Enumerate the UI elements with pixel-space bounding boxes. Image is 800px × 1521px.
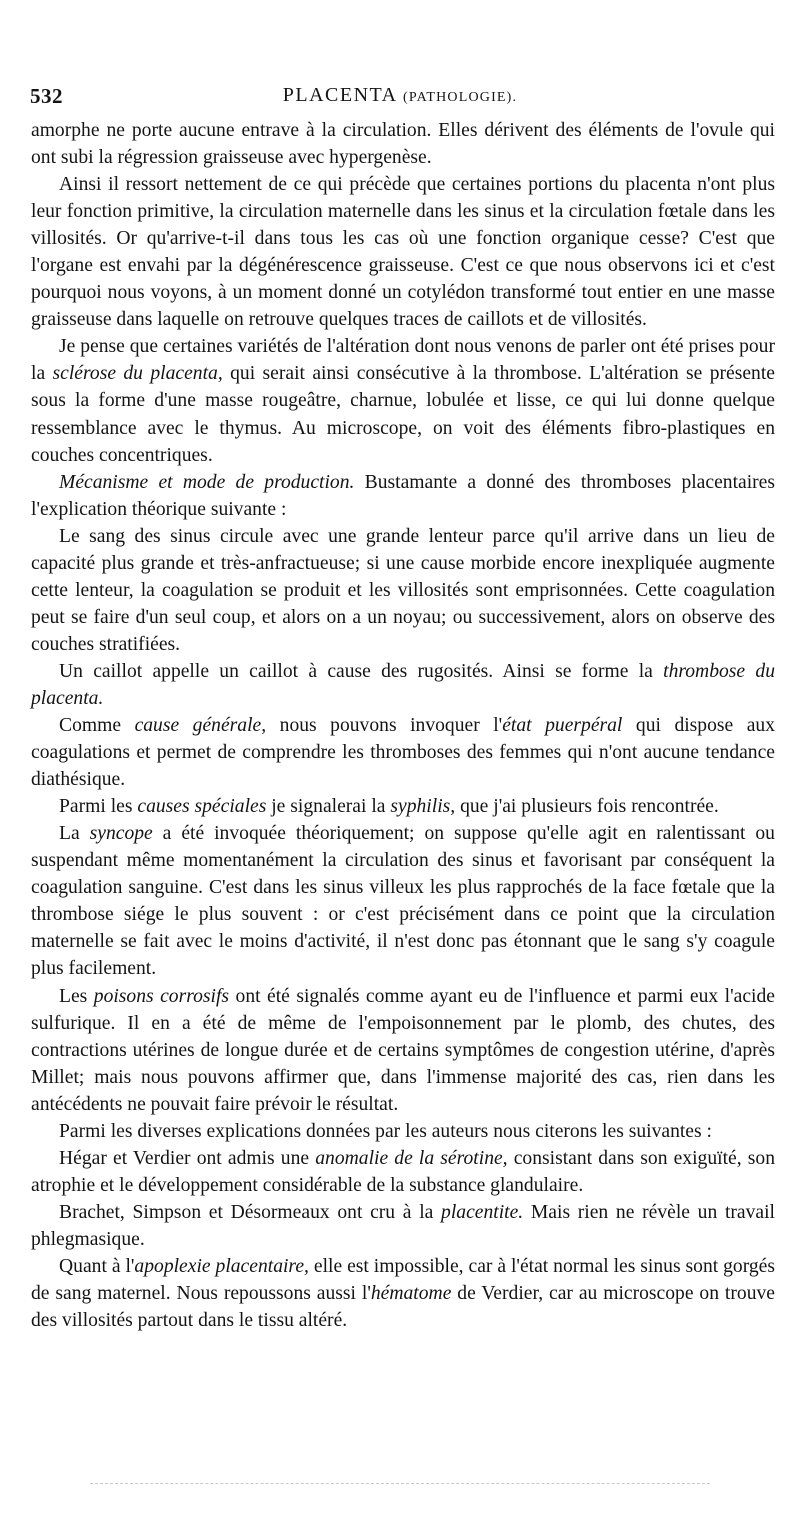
text-run: qui serait ainsi consécutive à la thrombose. L'altération se présente sous la forme d'une masse rougeâtre, charnue, lobulée et lisse, ce qui lui donne quelque ressemblance avec le thymus. Au microscope, on voit des éléments fibro-plastiques en couches concentriques.: [31, 363, 775, 466]
paragraph: [31, 658, 775, 712]
text-run: a été invoquée théoriquement; on suppose qu'elle agit en ralentissant ou suspendant même momentanément la circulation des sinus et favorisant par conséquent la coagulation sanguine. C'est dans les sinus villeux les plus rapprochés de la face fœtale que la thrombose siége le plus souvent : or c'est précisément dans ce point que la circulation maternelle se fait avec le moins d'activité, il n'est donc pas étonnant que le sang s'y coagule plus facilement.: [31, 823, 775, 980]
running-title: [30, 84, 770, 107]
text-run: amorphe ne porte aucune entrave à la circulation. Elles dérivent des éléments de l'ovule qui ont subi la régression graisseuse avec hypergenèse.: [31, 120, 775, 169]
italic-term: placentite.: [441, 1201, 524, 1223]
text-run: Un caillot appelle un caillot à cause des rugosités. Ainsi se forme la: [59, 660, 664, 682]
text-run: elle est impossible, car à l'état normal les sinus sont gorgés de sang maternel. Nous repoussons aussi l': [31, 1255, 775, 1305]
running-title-subtitle: (PATHOLOGIE).: [403, 90, 518, 105]
text-run: Parmi les: [59, 796, 138, 818]
body-text: [31, 117, 775, 1334]
bottom-divider: [90, 1483, 710, 1484]
paragraph: [31, 1253, 775, 1334]
italic-term: anomalie de la sérotine,: [315, 1147, 508, 1169]
italic-term: Mécanisme et mode de production.: [59, 471, 355, 493]
text-run: ont été signalés comme ayant eu de l'influence et parmi eux l'acide sulfurique. Il en a été de même de l'empoisonnement par le plomb, des chutes, des contractions utérines de longue durée et de certains symptômes de congestion utérine, d'après Millet; mais nous pouvons affirmer que, dans l'immense majorité des cas, rien dans les antécédents ne pouvait faire prévoir le résultat.: [31, 985, 775, 1115]
paragraph: [31, 1145, 775, 1199]
paragraph: [31, 793, 775, 820]
text-run: Les: [59, 985, 94, 1007]
italic-term: syphilis,: [390, 796, 456, 818]
italic-term: apoplexie placentaire,: [134, 1255, 309, 1277]
italic-term: causes spéciales: [137, 796, 267, 818]
text-run: Bustamante a donné des thromboses placentaires l'explication théorique suivante :: [31, 471, 775, 520]
paragraph: [31, 1199, 775, 1253]
text-run: de Verdier, car au microscope on trouve des villosités partout dans le tissu altéré.: [31, 1283, 775, 1332]
italic-term: cause générale,: [134, 715, 267, 737]
paragraph: [31, 712, 775, 793]
text-run: nous pouvons invoquer l': [266, 715, 503, 737]
text-run: Brachet, Simpson et Désormeaux ont cru à la: [59, 1201, 442, 1223]
paragraph: [31, 820, 775, 982]
paragraph: [31, 1118, 775, 1145]
text-run: que j'ai plusieurs fois rencontrée.: [455, 796, 719, 818]
text-run: consistant dans son exiguïté, son atrophie et le développement considérable de la substance glandulaire.: [31, 1147, 775, 1196]
text-run: Le sang des sinus circule avec une grande lenteur parce qu'il arrive dans un lieu de capacité plus grande et très-anfractueuse; si une cause morbide encore inexpliquée augmente cette lenteur, la coagulation se produit et les villosités sont emprisonnées. Cette coagulation peut se faire d'un seul coup, et alors on a un noyau; ou successivement, alors on observe des couches stratifiées.: [31, 525, 775, 655]
running-head: [30, 84, 770, 114]
paragraph: [31, 333, 775, 468]
page-number: 532: [30, 84, 63, 108]
text-run: Hégar et Verdier ont admis une: [59, 1147, 316, 1169]
italic-term: poisons corrosifs: [93, 985, 230, 1007]
italic-term: sclérose du placenta,: [52, 363, 223, 385]
text-run: Comme: [59, 715, 135, 737]
text-run: Parmi les diverses explications données par les auteurs nous citerons les suivantes :: [59, 1120, 712, 1142]
text-run: Ainsi il ressort nettement de ce qui précède que certaines portions du placenta n'ont plus leur fonction primitive, la circulation maternelle dans les sinus et la circulation fœtale dans les villosités. Or qu'arrive-t-il dans tous les cas où une fonction organique cesse? C'est que l'organe est envahi par la dégénérescence graisseuse. C'est ce que nous observons ici et c'est pourquoi nous voyons, à un moment donné un cotylédon transformé tout entier en une masse graisseuse dans laquelle on retrouve quelques traces de caillots et de villosités.: [31, 174, 775, 331]
italic-term: hématome: [370, 1283, 452, 1305]
text-run: Mais rien ne révèle un travail phlegmasique.: [31, 1201, 775, 1250]
paragraph: [31, 117, 775, 171]
italic-term: thrombose du placenta.: [31, 660, 775, 709]
italic-term: syncope: [89, 823, 153, 845]
text-run: je signalerai la: [266, 796, 391, 818]
paragraph: [31, 523, 775, 658]
paragraph: [31, 171, 775, 333]
paragraph: [31, 469, 775, 523]
text-run: Je pense que certaines variétés de l'altération dont nous venons de parler ont été prises pour la: [31, 336, 775, 385]
running-title-main: PLACENTA: [282, 84, 397, 106]
paragraph: [31, 983, 775, 1118]
italic-term: état puerpéral: [502, 715, 623, 737]
text-run: Quant à l': [59, 1255, 135, 1277]
text-run: La: [59, 823, 90, 845]
text-run: qui dispose aux coagulations et permet de comprendre les thromboses des femmes qui n'ont aucune tendance diathésique.: [31, 715, 776, 791]
